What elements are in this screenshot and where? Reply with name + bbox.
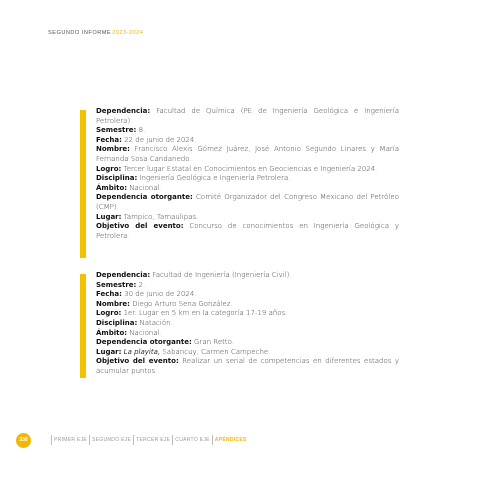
nav-separator (172, 435, 173, 445)
lugar-row: Lugar: Tampico, Tamaulipas. (96, 212, 199, 221)
section-nav (49, 435, 247, 445)
fecha-row: Fecha: 22 de junio de 2024. (96, 135, 197, 144)
nav-item-cuarto-eje[interactable]: CUARTO EJE (175, 437, 210, 443)
entry-accent-bar-1 (80, 110, 86, 258)
nav-item-apendices[interactable]: APÉNDICES (214, 437, 247, 443)
nav-separator (51, 435, 52, 445)
logro-row: Logro: Tercer lugar Estatal en Conocimientos en Geociencias e Ingeniería 2024. (96, 164, 378, 173)
semestre-row: Semestre: 8. (96, 126, 146, 135)
objetivo-row: Objetivo del evento: Realizar un serial de competencias en diferentes estados y acumular puntos. (96, 357, 399, 375)
report-header (48, 30, 143, 36)
entry-accent-bar-2 (80, 274, 86, 378)
otorgante-row: Dependencia otorgante: Gran Retto. (96, 338, 234, 347)
nav-item-tercer-eje[interactable]: TERCER EJE (136, 437, 171, 443)
semestre-row: Semestre: 2. (96, 280, 146, 289)
disciplina-row: Disciplina: Natación. (96, 318, 173, 327)
dependencia-row: Dependencia: Facultad de Química (PE de Ingeniería Geológica e Ingeniería Petrolera). (96, 107, 399, 125)
nombre-row: Nombre: Diego Arturo Sena González. (96, 299, 233, 308)
ambito-row: Ámbito: Nacional. (96, 328, 162, 337)
nav-separator (89, 435, 90, 445)
nav-item-primer-eje[interactable]: PRIMER EJE (54, 437, 88, 443)
award-entry-1 (96, 107, 399, 241)
dependencia-row: Dependencia: Facultad de Ingeniería (Ingeniería Civil). (96, 271, 292, 279)
page-number-badge: 338 (16, 433, 31, 448)
ambito-row: Ámbito: Nacional. (96, 183, 162, 192)
nav-separator (212, 435, 213, 445)
award-entry-2 (96, 271, 399, 377)
otorgante-row: Dependencia otorgante: Comité Organizador del Congreso Mexicano del Petróleo (CMP). (96, 193, 399, 211)
header-label: SEGUNDO INFORME (48, 30, 112, 36)
nombre-row: Nombre: Francisco Alexis Gómez Juárez, José Antonio Segundo Linares y María Fernanda Sosa Candanedo. (96, 145, 399, 163)
disciplina-row: Disciplina: Ingeniería Geológica e Ingeniería Petrolera. (96, 174, 291, 183)
fecha-row: Fecha: 30 de junio de 2024. (96, 290, 197, 299)
nav-item-segundo-eje[interactable]: SEGUNDO EJE (92, 437, 132, 443)
lugar-row: Lugar: La playita, Sabancuy, Carmen Campeche. (96, 347, 271, 356)
logro-row: Logro: 1er. Lugar en 5 km en la categoría 17-19 años. (96, 309, 288, 318)
header-years: 2023-2024 (112, 30, 144, 36)
page-footer (16, 433, 247, 447)
nav-separator (133, 435, 134, 445)
objetivo-row: Objetivo del evento: Concurso de conocimientos en Ingeniería Geológica y Petrolera. (96, 222, 399, 240)
